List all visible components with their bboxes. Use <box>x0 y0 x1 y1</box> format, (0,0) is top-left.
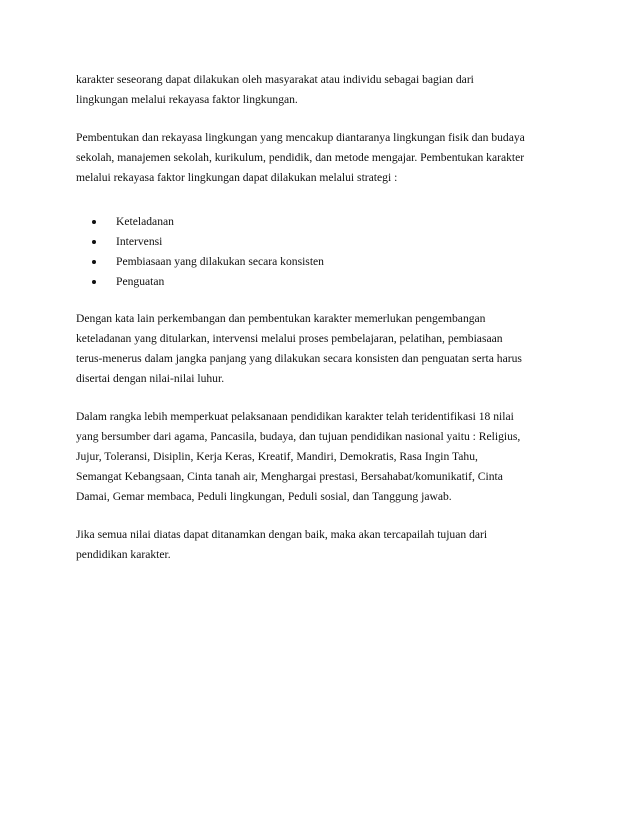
text-line: Semangat Kebangsaan, Cinta tanah air, Menghargai prestasi, Bersahabat/komunikatif, Cinta <box>76 470 503 483</box>
bullet-icon <box>92 240 96 244</box>
text-line: Jika semua nilai diatas dapat ditanamkan dengan baik, maka akan tercapailah tujuan dari <box>76 528 488 541</box>
text-line: lingkungan melalui rekayasa faktor lingkungan. <box>76 93 298 106</box>
document-page <box>76 70 562 583</box>
list-item <box>76 272 562 292</box>
paragraph-1 <box>76 70 562 110</box>
paragraph-5 <box>76 525 562 565</box>
text-line: yang bersumber dari agama, Pancasila, budaya, dan tujuan pendidikan nasional yaitu : Religius, <box>76 430 521 443</box>
text-line: disertai dengan nilai-nilai luhur. <box>76 372 225 385</box>
bullet-icon <box>92 220 96 224</box>
strategy-list <box>76 206 562 292</box>
list-item <box>76 232 562 252</box>
text-line: Jujur, Toleransi, Disiplin, Kerja Keras, Kreatif, Mandiri, Demokratis, Rasa Ingin Tahu, <box>76 450 478 463</box>
text-line: pendidikan karakter. <box>76 548 171 561</box>
text-line: melalui rekayasa faktor lingkungan dapat dilakukan melalui strategi : <box>76 171 398 184</box>
paragraph-4 <box>76 407 562 507</box>
list-item <box>76 252 562 272</box>
paragraph-3 <box>76 309 562 389</box>
text-line: karakter seseorang dapat dilakukan oleh masyarakat atau individu sebagai bagian dari <box>76 73 474 86</box>
bullet-icon <box>92 260 96 264</box>
text-line: Pembentukan dan rekayasa lingkungan yang mencakup diantaranya lingkungan fisik dan budaya <box>76 131 525 144</box>
text-line: sekolah, manajemen sekolah, kurikulum, pendidik, dan metode mengajar. Pembentukan karakter <box>76 151 525 164</box>
text-line: Dengan kata lain perkembangan dan pembentukan karakter memerlukan pengembangan <box>76 312 486 325</box>
list-item-label: Pembiasaan yang dilakukan secara konsisten <box>116 255 324 268</box>
list-item-label: Keteladanan <box>116 215 174 228</box>
list-item-label: Intervensi <box>116 235 163 248</box>
text-line: Dalam rangka lebih memperkuat pelaksanaan pendidikan karakter telah teridentifikasi 18 nilai <box>76 410 514 423</box>
bullet-icon <box>92 280 96 284</box>
list-item-label: Penguatan <box>116 275 165 288</box>
paragraph-2 <box>76 128 562 188</box>
text-line: Damai, Gemar membaca, Peduli lingkungan, Peduli sosial, dan Tanggung jawab. <box>76 490 452 503</box>
text-line: keteladanan yang ditularkan, intervensi melalui proses pembelajaran, pelatihan, pembiasaan <box>76 332 503 345</box>
list-item <box>76 212 562 232</box>
text-line: terus-menerus dalam jangka panjang yang dilakukan secara konsisten dan penguatan serta harus <box>76 352 522 365</box>
